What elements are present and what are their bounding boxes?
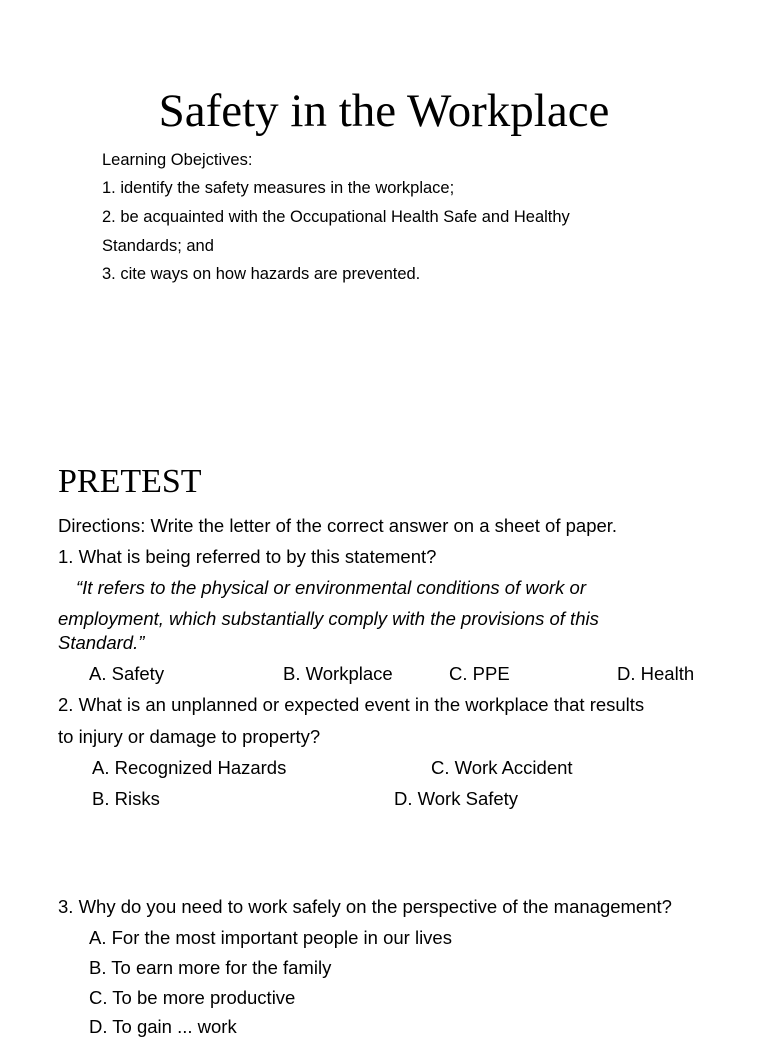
- choice-a: A. For the most important people in our lives: [89, 927, 452, 948]
- choice-d: D. Health: [617, 663, 695, 684]
- question-text: 3. Why do you need to work safely on the perspective of the management?: [58, 896, 672, 917]
- question-text: 2. What is an unplanned or expected event in the workplace that results: [58, 694, 645, 715]
- choice-c: C. To be more productive: [89, 987, 296, 1008]
- objective-line: 2. be acquainted with the Occupational Health Safe and Healthy: [102, 208, 570, 226]
- choice-b: B. Risks: [92, 788, 160, 809]
- choice-b: B. To earn more for the family: [89, 957, 332, 978]
- choice-a: A. Recognized Hazards: [92, 757, 287, 778]
- objective-line: 3. cite ways on how hazards are prevented.: [102, 265, 421, 283]
- choice-c: C. Work Accident: [431, 757, 573, 778]
- question-text: 1. What is being referred to by this statement?: [58, 546, 437, 567]
- pretest-heading: PRETEST: [58, 463, 202, 500]
- choice-a: A. Safety: [89, 663, 165, 684]
- choice-d: D. To gain ... work: [89, 1016, 237, 1037]
- choice-b: B. Workplace: [283, 663, 393, 684]
- pretest-directions: Directions: Write the letter of the correct answer on a sheet of paper.: [58, 515, 618, 536]
- choice-d: D. Work Safety: [394, 788, 519, 809]
- question-text: to injury or damage to property?: [58, 726, 321, 747]
- question-quote-line: Standard.”: [58, 632, 145, 653]
- objective-line: Standards; and: [102, 237, 214, 255]
- document-title: Safety in the Workplace: [158, 85, 610, 137]
- choice-c: C. PPE: [449, 663, 510, 684]
- question-quote-line: “It refers to the physical or environmental conditions of work or: [76, 577, 587, 598]
- objectives-heading: Learning Obejctives:: [102, 151, 253, 169]
- question-quote-line: employment, which substantially comply with the provisions of this: [58, 608, 599, 629]
- objective-line: 1. identify the safety measures in the workplace;: [102, 179, 455, 197]
